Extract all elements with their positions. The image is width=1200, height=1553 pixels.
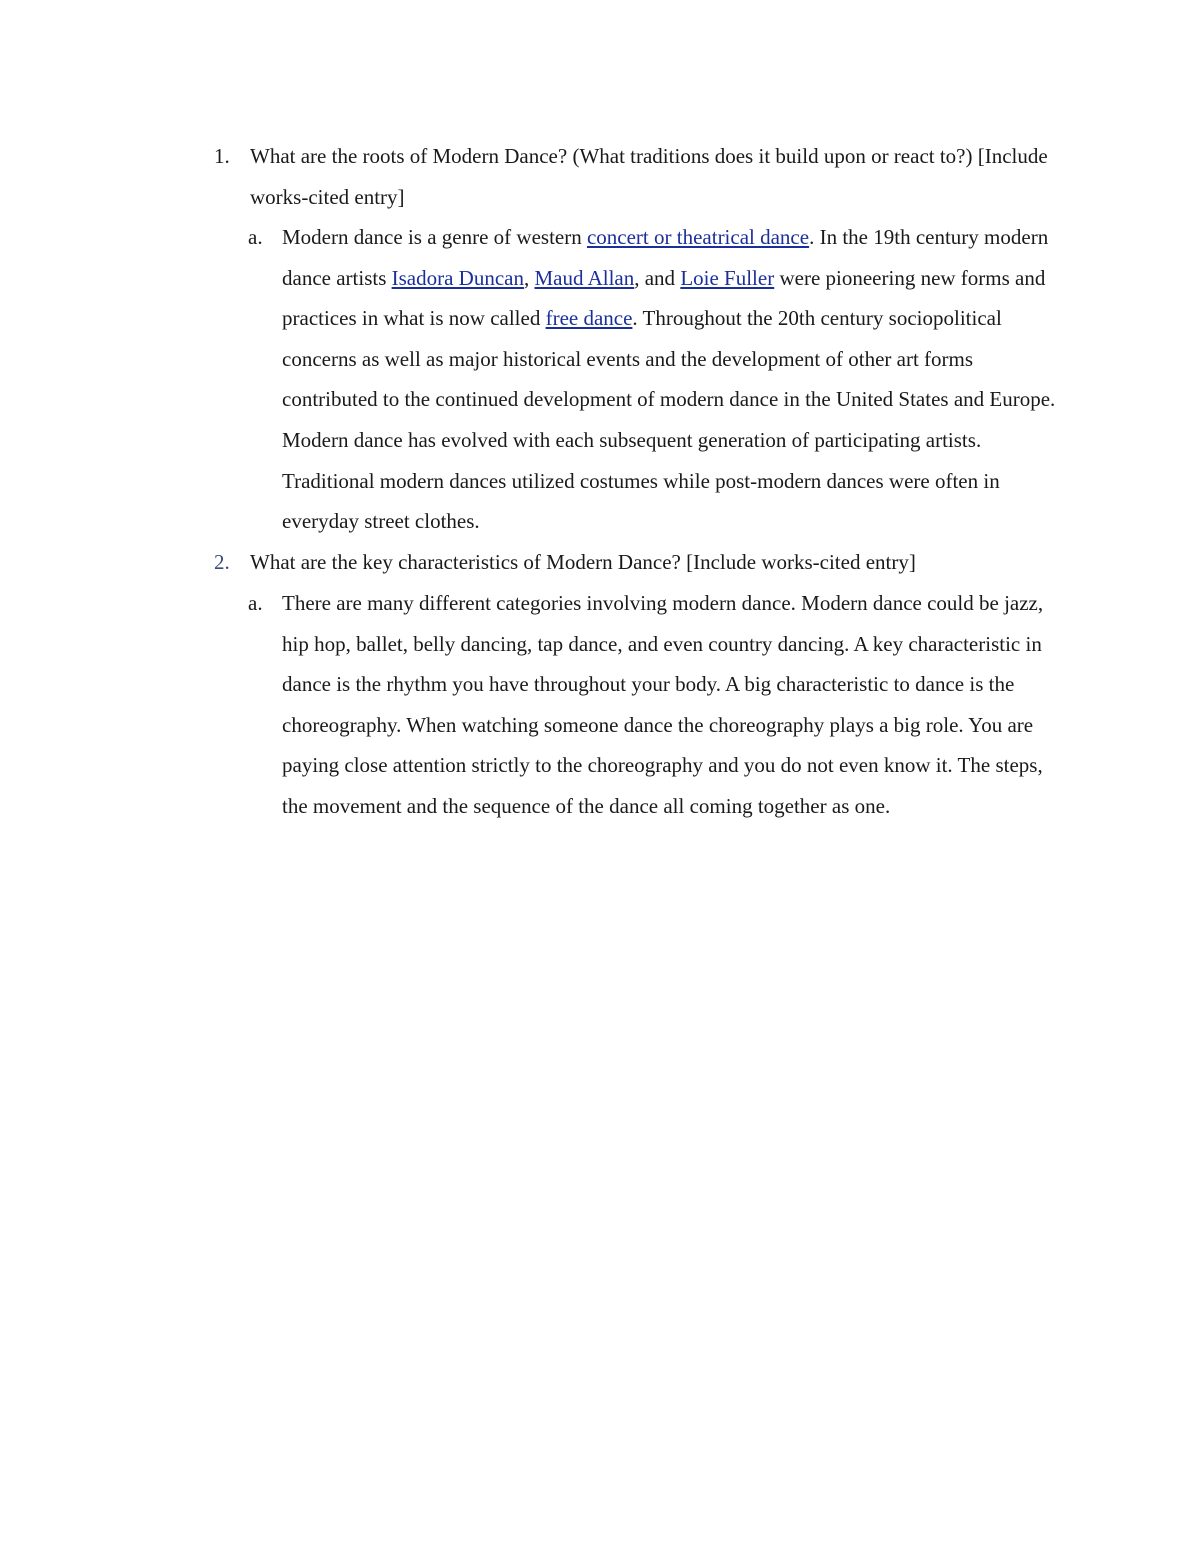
answer-2 (248, 583, 1068, 827)
answer-1-segment: , (523, 265, 535, 290)
question-1-text: What are the roots of Modern Dance? (What traditions does it build upon or react to?) [Include works-cited entry] (250, 144, 1048, 209)
question-2 (214, 542, 1074, 583)
answer-1-segment: . In the 19th century modern dance artists (282, 225, 1049, 290)
answer-1 (248, 217, 1068, 542)
answer-1-segment: Modern dance is a genre of western (282, 225, 587, 249)
link-isadora-duncan[interactable]: Isadora Duncan (391, 265, 524, 290)
link-loie-fuller[interactable]: Loie Fuller (680, 265, 775, 290)
link-free-dance[interactable]: free dance (545, 306, 633, 331)
answer-1-segment: , and (634, 265, 681, 290)
answer-1-letter: a. (248, 225, 263, 249)
link-maud-allan[interactable]: Maud Allan (534, 265, 635, 290)
question-1-number: 1. (214, 144, 230, 168)
question-2-number: 2. (214, 550, 230, 574)
answer-1-text (282, 217, 1068, 542)
answer-1-segment: . Throughout the 20th century sociopolitical concerns as well as major historical events and the development of other art forms contributed to the continued development of modern dance in the United States and Europe. Modern dance has evolved with each subsequent generation of participating artists. Traditional modern dances utilized costumes while post-modern dances were often in everyday street clothes. (282, 306, 1056, 534)
question-1 (214, 136, 1074, 217)
answer-2-letter: a. (248, 591, 263, 615)
answer-1-segment: were pioneering new forms and practices in what is now called (282, 265, 1046, 331)
answer-2-text: There are many different categories involving modern dance. Modern dance could be jazz, hip hop, ballet, belly dancing, tap dance, and even country dancing. A key characteristic in dance is the rhythm you have throughout your body. A big characteristic to dance is the choreography. When watching someone dance the choreography plays a big role. You are paying close attention strictly to the choreography and you do not even know it. The steps, the movement and the sequence of the dance all coming together as one. (282, 591, 1044, 818)
link-concert-or-theatrical-dance[interactable]: concert or theatrical dance (586, 225, 810, 249)
question-2-text: What are the key characteristics of Modern Dance? [Include works-cited entry] (250, 550, 916, 574)
